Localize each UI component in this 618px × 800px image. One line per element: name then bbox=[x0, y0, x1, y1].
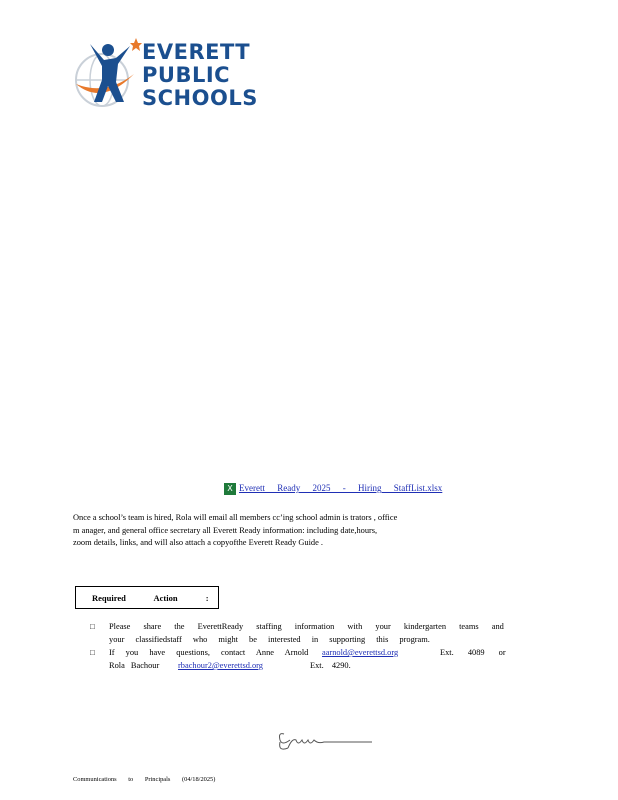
bullet-1-line-1: Please share the EverettReady staffing information with your kindergarten teams and bbox=[109, 622, 504, 631]
email-link-aarnold[interactable]: aarnold@everettsd.org bbox=[322, 648, 399, 657]
bullet-icon: □ bbox=[90, 648, 95, 657]
logo-text-everett: EVERETT bbox=[142, 40, 251, 64]
attachment-link-row[interactable] bbox=[224, 483, 472, 495]
everett-public-schools-logo bbox=[72, 36, 258, 112]
bullet-2-ext-4089: Ext. 4089 or bbox=[440, 648, 506, 657]
bullet-1-line-2: your classifiedstaff who might be interested in supporting this program. bbox=[109, 635, 430, 644]
excel-file-icon: X bbox=[224, 483, 236, 495]
paragraph-line-1: Once a school’s team is hired, Rola will email all members cc’ing school admin is trators , office bbox=[73, 513, 398, 522]
bullet-2-line-2-text: Rola Bachour bbox=[109, 661, 160, 670]
bullet-icon: □ bbox=[90, 622, 95, 631]
info-paragraph bbox=[73, 512, 525, 550]
required-action-box bbox=[75, 586, 219, 609]
bullet-2-line-1-text: If you have questions, contact Anne Arnold bbox=[109, 648, 309, 657]
attachment-link[interactable]: Everett Ready 2025 - Hiring StaffList.xlsx bbox=[239, 483, 443, 494]
logo-text-public: PUBLIC bbox=[142, 63, 231, 87]
logo-emblem-icon bbox=[72, 36, 142, 112]
paragraph-line-3: zoom details, links, and will also attach a copyofthe Everett Ready Guide . bbox=[73, 538, 324, 547]
bullet-2-ext-4290: Ext. 4290. bbox=[310, 661, 351, 670]
required-action-label: Required Action : bbox=[92, 593, 209, 603]
email-link-rbachour2[interactable]: rbachour2@everettsd.org bbox=[178, 661, 263, 670]
logo-text-schools: SCHOOLS bbox=[142, 86, 258, 110]
paragraph-line-2: m anager, and general office secretary all Everett Ready information: including date,hours, bbox=[73, 525, 378, 535]
footer-text: Communications to Principals (04/18/2025) bbox=[73, 776, 216, 783]
handwritten-signature bbox=[276, 728, 376, 758]
